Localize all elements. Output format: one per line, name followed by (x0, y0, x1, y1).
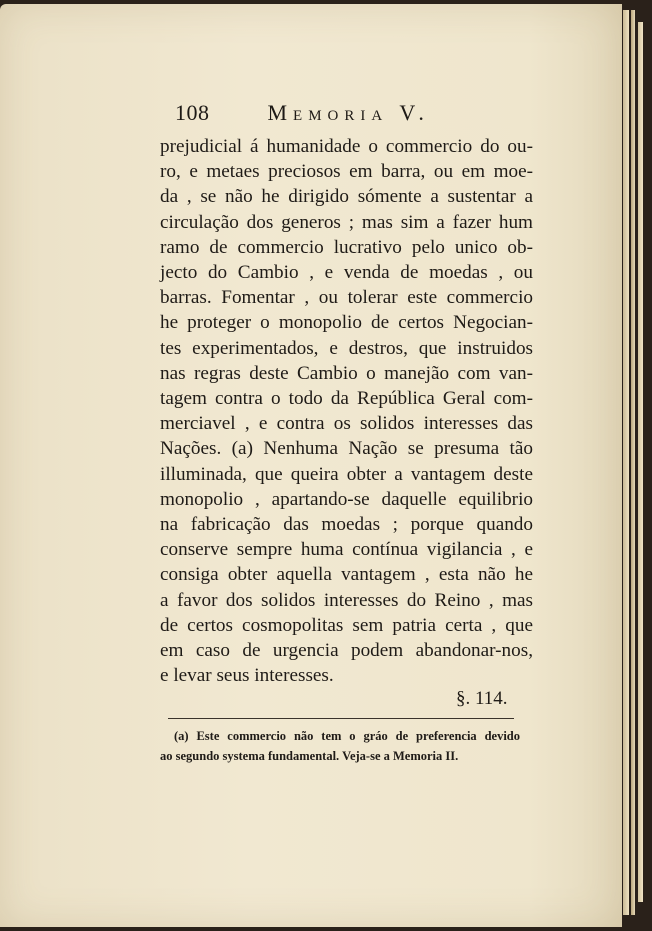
text-line: tes experimentados, e destros, que instruidos (160, 337, 533, 359)
page-edge (623, 10, 629, 915)
text-line: conserve sempre huma contínua vigilancia , e (160, 539, 533, 561)
text-line: barras. Fomentar , ou tolerar este commercio (160, 287, 533, 309)
text-line: monopolio , apartando-se daquelle equilibrio (160, 488, 533, 510)
text-line: he proteger o monopolio de certos Negocian- (160, 312, 533, 334)
text-line: tagem contra o todo da República Geral com- (160, 388, 533, 410)
text-line: em caso de urgencia podem abandonar-nos, (160, 640, 533, 662)
text-line: consiga obter aquella vantagem , esta não he (160, 564, 533, 586)
text-line: na fabricação das moedas ; porque quando (160, 514, 533, 536)
footnote (160, 726, 520, 766)
text-line: ro, e metaes preciosos em barra, ou em moe- (160, 161, 533, 183)
page-number: 108 (175, 100, 210, 125)
text-line: da , se não he dirigido sómente a sustentar a (160, 186, 533, 208)
footnote-line: ao segundo systema fundamental. Veja-se a Memoria II. (160, 749, 459, 763)
footnote-rule (168, 718, 514, 719)
text-line: prejudicial á humanidade o commercio do ou- (160, 136, 533, 157)
text-line: Nações. (a) Nenhuma Nação se presuma tão (160, 438, 533, 460)
text-line: ramo de commercio lucrativo pelo unico ob- (160, 236, 533, 258)
footnote-line: (a) Este commercio não tem o gráo de preferencia devido (174, 729, 520, 743)
text-line: e levar seus interesses. (160, 665, 334, 687)
text-line: illuminada, que queira obter a vantagem deste (160, 463, 533, 485)
catchword: §. 114. (456, 688, 508, 709)
text-line: nas regras deste Cambio o manejão com van- (160, 362, 533, 384)
page-edge (631, 10, 635, 915)
page-edge (638, 22, 643, 902)
text-line: merciavel , e contra os solidos interesses das (160, 413, 533, 435)
text-line: de certos cosmopolitas sem patria certa , que (160, 614, 533, 636)
running-title: Memoria V. (267, 100, 430, 125)
running-header (175, 100, 555, 126)
text-line: jecto do Cambio , e venda de moedas , ou (160, 262, 533, 284)
text-line: circulação dos generos ; mas sim a fazer hum (160, 211, 533, 233)
text-line: a favor dos solidos interesses do Reino , mas (160, 589, 533, 611)
body-text (160, 134, 533, 688)
